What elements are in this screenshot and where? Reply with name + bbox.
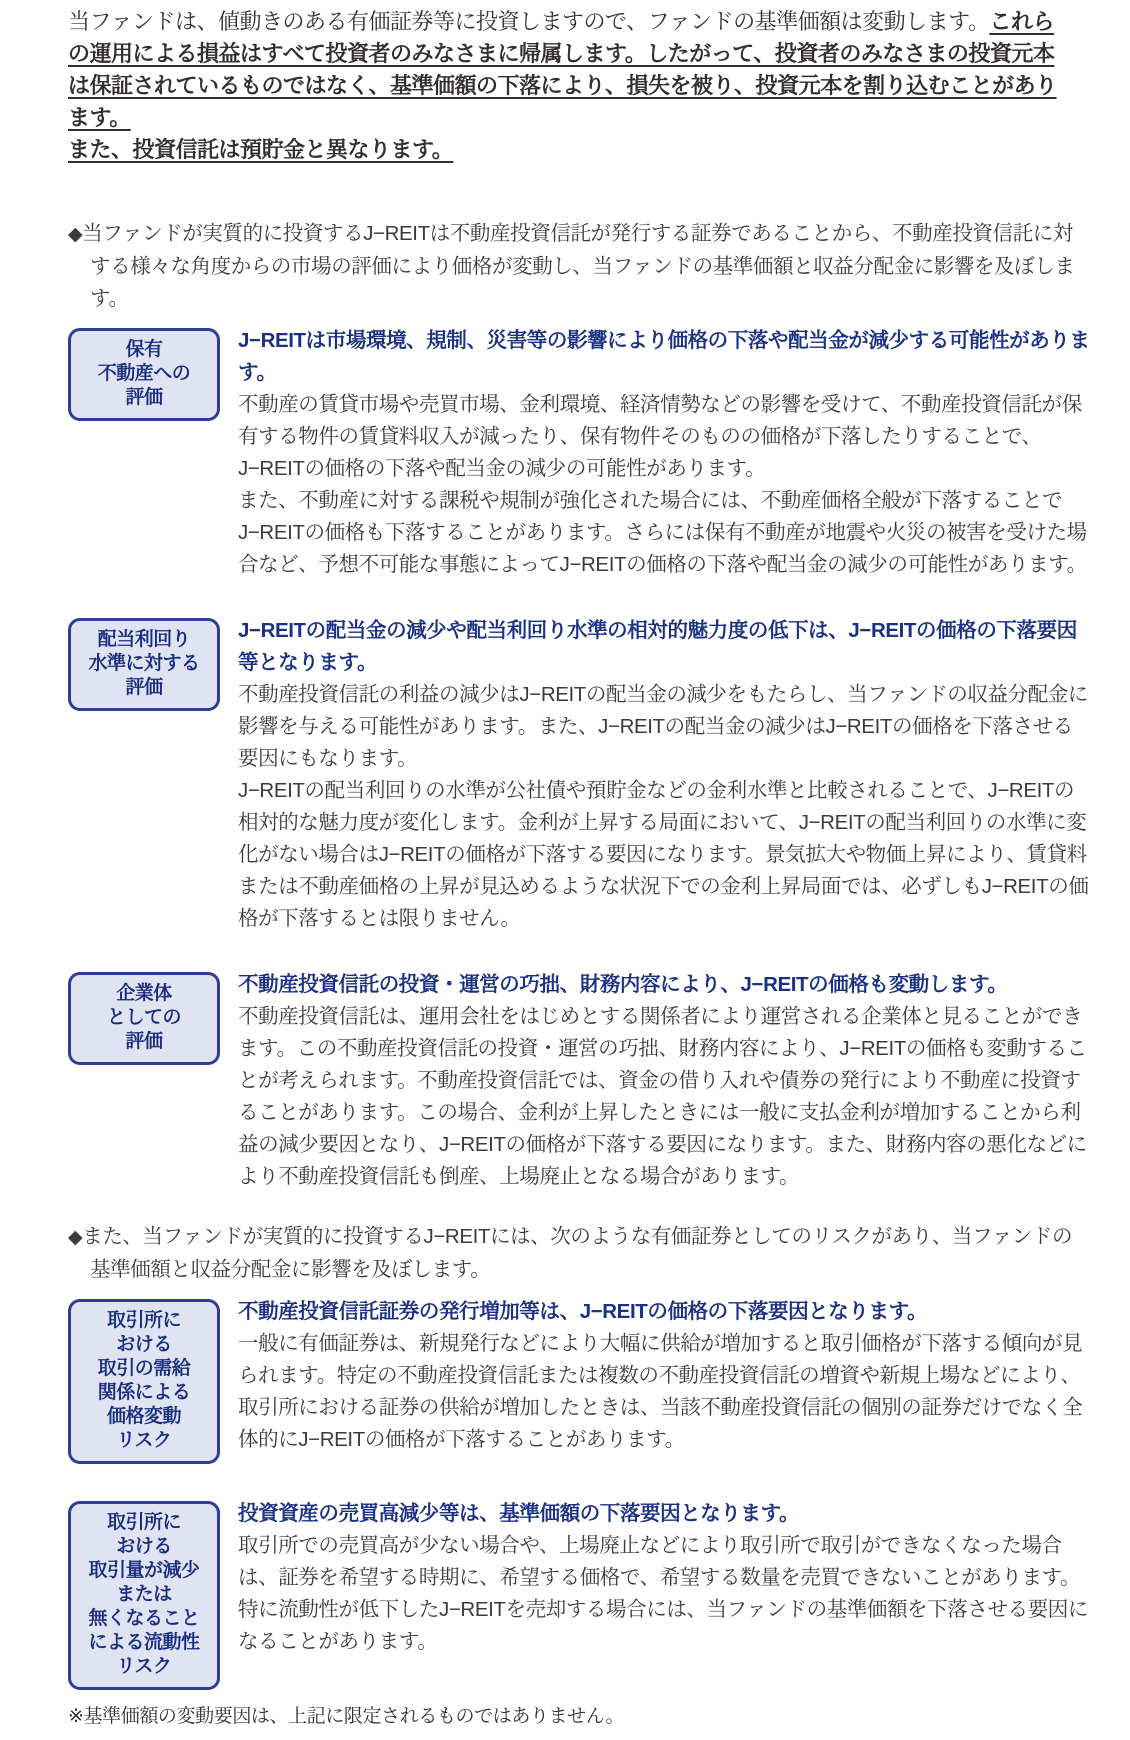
risk-heading: J−REITの配当金の減少や配当利回り水準の相対的魅力度の低下は、J−REITの価格の下落要因等となります。 <box>238 619 1077 674</box>
risk-section-liquidity-risk <box>68 1498 1092 1690</box>
risk-paragraph: 不動産投資信託は、運用会社をはじめとする関係者により運営される企業体と見ることができます。この不動産投資信託の投資・運営の巧拙、財務内容により、J−REITの価格も変動することが考えられます。不動産投資信託では、資金の借り入れや債券の発行により不動産に投資することがあります。この場合、金利が上昇したときには一般に支払金利が増加することから利益の減少要因となり、J−REITの価格が下落する要因になります。また、財務内容の悪化などにより不動産投資信託も倒産、上場廃止となる場合があります。 <box>238 1005 1087 1188</box>
risk-section-text <box>238 615 1092 935</box>
risk-label-line: または <box>116 1584 172 1605</box>
risk-paragraph: 不動産の賃貸市場や売買市場、金利環境、経済情勢などの影響を受けて、不動産投資信託が保有する物件の賃貸料収入が減ったり、保有物件そのものの価格が下落したりすることで、J−REITの価格の下落や配当金の減少の可能性があります。 <box>238 393 1082 480</box>
risk-label-line: 関係による <box>97 1382 191 1403</box>
risk-label-line: 取引所に <box>106 1310 181 1331</box>
risk-label-line: 取引所に <box>106 1512 181 1533</box>
bullet-item-market-valuation <box>68 218 1092 315</box>
risk-section-text <box>238 1296 1092 1456</box>
risk-heading: 不動産投資信託証券の発行増加等は、J−REITの価格の下落要因となります。 <box>238 1300 928 1323</box>
risk-label-line: 保有 <box>125 339 163 360</box>
risk-label-line: 無くなること <box>88 1608 200 1629</box>
risk-label-line: 評価 <box>125 1031 163 1052</box>
lead-normal-text: 当ファンドは、値動きのある有価証券等に投資しますので、ファンドの基準価額は変動します。 <box>68 9 990 34</box>
risk-label-line: おける <box>116 1334 172 1355</box>
risk-section-text <box>238 1498 1092 1658</box>
risk-paragraph: J−REITの配当利回りの水準が公社債や預貯金などの金利水準と比較されることで、J−REITの相対的な魅力度が変化します。金利が上昇する局面において、J−REITの配当利回りの水準に変化がない場合はJ−REITの価格が下落する要因になります。景気拡大や物価上昇により、賃貸料または不動産価格の上昇が見込めるような状況下での金利上昇局面では、必ずしもJ−REITの価格が下落するとは限りません。 <box>238 779 1089 930</box>
risk-label-line: 価格変動 <box>106 1406 181 1427</box>
bullet-text: 当ファンドが実質的に投資するJ−REITは不動産投資信託が発行する証券であることから、不動産投資信託に対する様々な角度からの市場の評価により価格が変動し、当ファンドの基準価額と収益分配金に影響を及ぼします。 <box>82 222 1075 310</box>
lead-paragraph-2 <box>68 134 1068 166</box>
risk-heading: J−REITは市場環境、規制、災害等の影響により価格の下落や配当金が減少する可能性があります。 <box>238 329 1090 384</box>
risk-label-box <box>68 972 220 1065</box>
risk-paragraph: また、不動産に対する課税や規制が強化された場合には、不動産価格全般が下落することでJ−REITの価格も下落することがあります。さらには保有不動産が地震や火災の被害を受けた場合など、予想不可能な事態によってJ−REITの価格の下落や配当金の減少の可能性があります。 <box>238 489 1087 576</box>
risk-label-box <box>68 618 220 711</box>
risk-heading: 不動産投資信託の投資・運営の巧拙、財務内容により、J−REITの価格も変動します。 <box>238 973 1008 996</box>
lead-paragraph <box>68 6 1068 134</box>
risk-section-corporate-entity-valuation <box>68 969 1092 1193</box>
risk-label-line: 不動産への <box>97 363 191 384</box>
risk-section-dividend-yield-valuation <box>68 615 1092 935</box>
risk-label-box <box>68 328 220 421</box>
risk-section-supply-demand-price-risk <box>68 1296 1092 1464</box>
risk-label-line: としての <box>106 1007 181 1028</box>
bullet-text: また、当ファンドが実質的に投資するJ−REITには、次のような有価証券としてのリスクがあり、当ファンドの基準価額と収益分配金に影響を及ぼします。 <box>82 1225 1073 1281</box>
risk-paragraph: 一般に有価証券は、新規発行などにより大幅に供給が増加すると取引価格が下落する傾向が見られます。特定の不動産投資信託または複数の不動産投資信託の増資や新規上場などにより、取引所における証券の供給が増加したときは、当該不動産投資信託の個別の証券だけでなく全体的にJ−REITの価格が下落することがあります。 <box>238 1332 1083 1451</box>
lead-emphasis-text-2: また、投資信託は預貯金と異なります。 <box>68 137 454 162</box>
risk-section-text <box>238 325 1092 581</box>
risk-label-line: 配当利回り <box>97 629 191 650</box>
risk-label-line: 水準に対する <box>88 653 200 674</box>
risk-paragraph: 不動産投資信託の利益の減少はJ−REITの配当金の減少をもたらし、当ファンドの収益分配金に影響を与える可能性があります。また、J−REITの配当金の減少はJ−REITの価格を下落させる要因にもなります。 <box>238 683 1089 770</box>
risk-heading: 投資資産の売買高減少等は、基準価額の下落要因となります。 <box>238 1502 800 1525</box>
risk-label-line: リスク <box>116 1656 172 1677</box>
risk-section-text <box>238 969 1092 1193</box>
diamond-bullet-icon: ◆ <box>68 224 83 245</box>
risk-paragraph: 取引所での売買高が少ない場合や、上場廃止などにより取引所で取引ができなくなった場合は、証券を希望する時期に、希望する価格で、希望する数量を売買できないことがあります。特に流動性が低下したJ−REITを売却する場合には、当ファンドの基準価額を下落させる要因になることがあります。 <box>238 1534 1089 1653</box>
diamond-bullet-icon: ◆ <box>68 1227 83 1248</box>
lead-emphasis-text: これらの運用による損益はすべて投資者のみなさまに帰属します。したがって、投資者のみなさまの投資元本は保証されているものではなく、基準価額の下落により、損失を被り、投資元本を割り込むことがあります。 <box>68 9 1057 130</box>
bullet-item-securities-risk <box>68 1221 1092 1286</box>
risk-label-line: 評価 <box>125 677 163 698</box>
risk-label-line: リスク <box>116 1430 172 1451</box>
risk-label-line: 取引量が減少 <box>88 1560 200 1581</box>
risk-label-box <box>68 1501 220 1690</box>
risk-section-held-property-valuation <box>68 325 1092 581</box>
risk-label-line: 企業体 <box>116 983 172 1004</box>
risk-label-line: 評価 <box>125 387 163 408</box>
risk-label-box <box>68 1299 220 1464</box>
footnote: ※基準価額の変動要因は、上記に限定されるものではありません。 <box>68 1706 625 1727</box>
risk-label-line: おける <box>116 1536 172 1557</box>
risk-label-line: 取引の需給 <box>97 1358 191 1379</box>
risk-label-line: による流動性 <box>88 1632 200 1653</box>
